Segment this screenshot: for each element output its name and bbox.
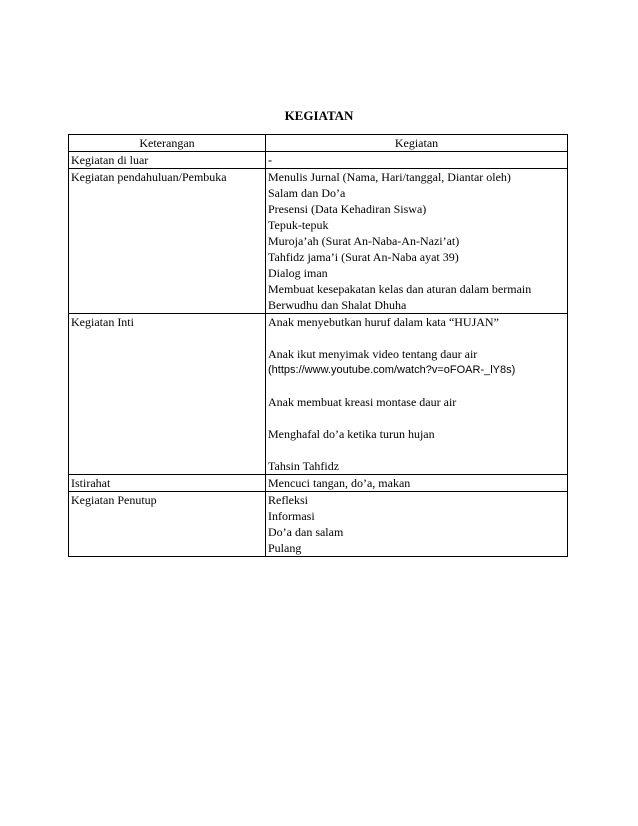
activity-table [68,134,568,557]
activity-item: Refleksi [268,493,308,507]
activity-item: Do’a dan salam [268,525,344,539]
activity-item: Berwudhu dan Shalat Dhuha [268,298,407,312]
activity-item: Tahsin Tahfidz [268,459,340,473]
row-activities [266,492,568,557]
row-activities [266,475,568,492]
table-row [69,169,568,314]
row-label: Kegiatan Penutup [69,492,266,557]
table-row [69,475,568,492]
table-row [69,152,568,169]
activity-item: Muroja’ah (Surat An-Naba-An-Nazi’at) [268,234,460,248]
row-activities [266,314,568,475]
activity-item: Anak ikut menyimak video tentang daur air [268,347,478,361]
row-label: Istirahat [69,475,266,492]
row-activities [266,152,568,169]
activity-item: Tahfidz jama’i (Surat An-Naba ayat 39) [268,250,459,264]
video-link[interactable]: (https://www.youtube.com/watch?v=oFOAR-_lY8s) [268,364,516,376]
activity-item: - [268,153,272,167]
page-title: KEGIATAN [284,108,354,123]
activity-item: Menulis Jurnal (Nama, Hari/tanggal, Diantar oleh) [268,170,511,184]
table-row [69,492,568,557]
table-header-row [69,135,568,152]
header-kegiatan: Kegiatan [266,135,568,152]
row-label: Kegiatan di luar [69,152,266,169]
activity-item: Dialog iman [268,266,328,280]
activity-item: Presensi (Data Kehadiran Siswa) [268,202,427,216]
activity-item: Pulang [268,541,302,555]
row-label: Kegiatan Inti [69,314,266,475]
activity-item: Anak menyebutkan huruf dalam kata “HUJAN” [268,315,499,329]
header-keterangan: Keterangan [69,135,266,152]
activity-item: Tepuk-tepuk [268,218,329,232]
activity-item: Menghafal do’a ketika turun hujan [268,427,435,441]
table-row [69,314,568,475]
activity-item: Anak membuat kreasi montase daur air [268,395,457,409]
activity-item: Mencuci tangan, do’a, makan [268,476,411,490]
activity-item: Salam dan Do’a [268,186,346,200]
row-label: Kegiatan pendahuluan/Pembuka [69,169,266,314]
row-activities [266,169,568,314]
activity-item: Membuat kesepakatan kelas dan aturan dalam bermain [268,282,532,296]
activity-item: Informasi [268,509,315,523]
